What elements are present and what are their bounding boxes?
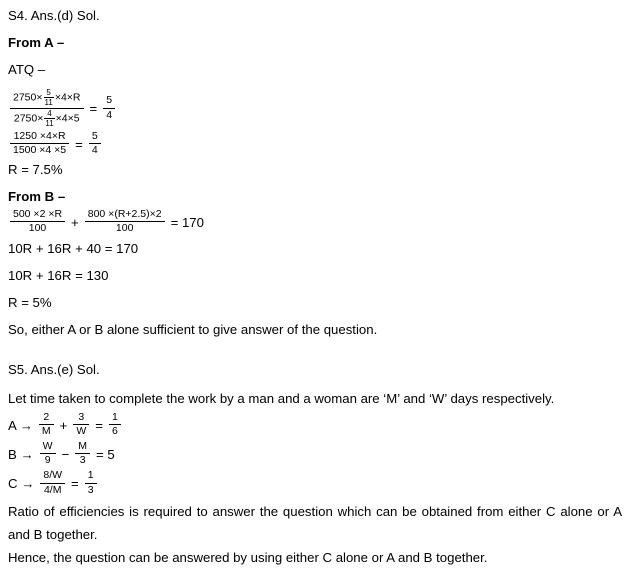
fraction-c-result: $\frac{1}{3}$ [85, 469, 97, 496]
s4-from-a-label: From A – [8, 35, 65, 51]
fraction-b2: $\frac{M}{3}$ [75, 440, 90, 467]
fraction-2: $\frac{1250 \times 4\times R}{1500 \times 4 \times 5}$ [10, 130, 69, 157]
inner-fraction: $\frac{5}{11}$ [44, 88, 53, 108]
s5-row-b [8, 441, 622, 468]
s4-atq-label: ATQ – [8, 62, 46, 78]
equals-sign: = [75, 136, 83, 152]
spacer [8, 180, 622, 187]
row-c-label: C → [8, 476, 35, 492]
fraction-3b: $\frac{800 \times(R+2.5)\times 2}{100}$ [85, 208, 165, 235]
fraction-a-result: $\frac{1}{6}$ [109, 411, 121, 438]
fraction-3a: $\frac{500 \times 2 \times R}{100}$ [10, 208, 65, 235]
row-a-label: A → [8, 417, 33, 433]
fraction-a1: $\frac{2}{M}$ [39, 411, 54, 438]
fraction-rhs-1: $\frac{5}{4}$ [103, 94, 115, 121]
s5-intro: Let time taken to complete the work by a man and a woman are ‘M’ and ‘W’ days respectively. [8, 390, 555, 406]
s4-equation-5: 10R + 16R = 130 [8, 267, 109, 283]
equals-sign: = [71, 476, 79, 492]
spacer [8, 286, 622, 293]
spacer [8, 53, 622, 60]
s4-equation-4: 10R + 16R + 40 = 170 [8, 240, 139, 256]
s5-row-a [8, 412, 622, 439]
s4-equation-1 [8, 89, 622, 129]
s4-from-b-label: From B – [8, 189, 66, 205]
minus-sign: − [61, 446, 70, 462]
s4-equation-3 [8, 209, 622, 236]
s5-heading: S5. Ans.(e) Sol. [8, 361, 100, 377]
plus-sign: + [59, 417, 68, 433]
fraction-denominator: 2750× $\frac{4}{11}$ ×4×5 [13, 108, 80, 128]
spacer [8, 313, 622, 320]
spacer [8, 259, 622, 266]
s4-conclusion: So, either A or B alone sufficient to give answer of the question. [8, 321, 378, 337]
fraction-rhs-2: $\frac{5}{4}$ [89, 130, 101, 157]
s5-hence-text: Hence, the question can be answered by using either C alone or A and B together. [8, 549, 488, 565]
fraction-b1: $\frac{W}{9}$ [40, 440, 56, 467]
spacer [8, 80, 622, 87]
fraction-numerator: 2750× $\frac{5}{11}$ ×4×R [10, 88, 84, 108]
plus-sign: + [71, 215, 79, 231]
s4-r-value-a: R = 7.5% [8, 162, 63, 178]
s5-row-c [8, 470, 622, 497]
spacer [8, 340, 622, 360]
equals-sign: = [89, 101, 98, 117]
s5-ratio-text: Ratio of efficiencies is required to answer the question which can be obtained from either C alone or A and B together. [8, 503, 622, 542]
spacer [8, 26, 622, 33]
s4-r-value-b: R = 5% [8, 294, 52, 310]
spacer [8, 380, 622, 387]
fraction-a2: $\frac{3}{W}$ [73, 411, 89, 438]
row-b-label: B → [8, 446, 34, 462]
s4-heading: S4. Ans.(d) Sol. [8, 8, 100, 23]
s4-equation-2 [8, 131, 622, 158]
equals-result: = 170 [170, 215, 204, 231]
inner-fraction: $\frac{4}{11}$ [45, 108, 54, 128]
compound-fraction-1 [10, 88, 84, 128]
fraction-c1: $\frac{8/W}{4/M}$ [40, 469, 65, 496]
equals-sign: = [95, 417, 103, 433]
equals-result-b: = 5 [96, 446, 115, 462]
